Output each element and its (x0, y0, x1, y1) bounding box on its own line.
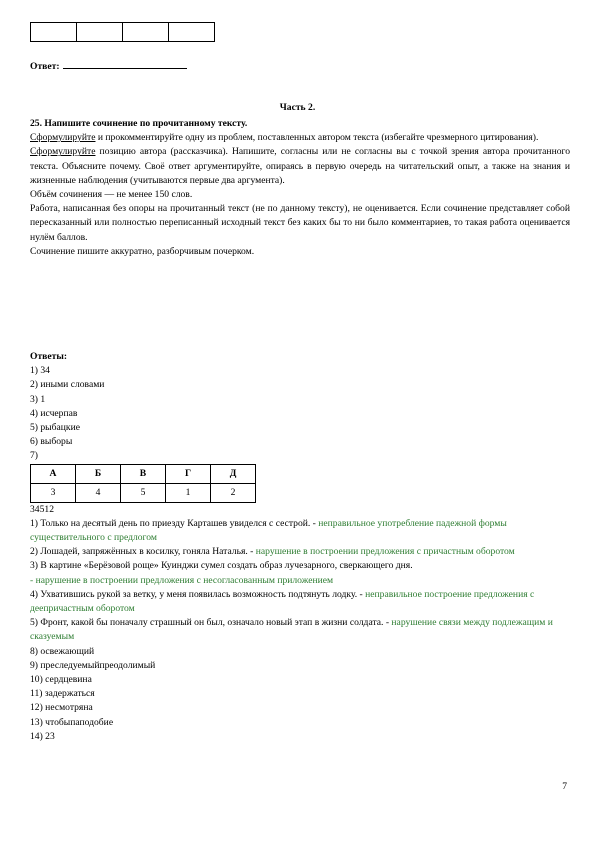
answer-item: 3) 1 (30, 393, 46, 405)
matching-table (30, 464, 256, 503)
sentence-item (30, 588, 570, 616)
task-p1-emphasis: Сформулируйте (30, 132, 96, 144)
task-paragraph-5: Сочинение пишите аккуратно, разборчивым почерком. (30, 245, 255, 257)
answer-grid (30, 22, 215, 42)
task-paragraph-1 (30, 131, 570, 145)
table-cell: А (31, 464, 76, 483)
answer-item: 7) (30, 450, 38, 462)
answer-cell (31, 23, 77, 42)
table-cell: 3 (31, 483, 76, 502)
answer-blank (63, 58, 187, 69)
table-cell: 5 (121, 483, 166, 502)
answers-list (30, 364, 570, 463)
table-cell: 2 (211, 483, 256, 502)
answer-item: 4) исчерпав (30, 407, 78, 419)
task-p2-emphasis: Сформулируйте (30, 146, 96, 158)
answer-item: 1) 34 (30, 365, 50, 377)
table-cell: Б (76, 464, 121, 483)
task-p1-text: и прокомментируйте одну из проблем, поставленных автором текста (избегайте чрезмерного цитирования). (95, 132, 539, 144)
answer-item: 9) преследуемыйпреодолимый (30, 659, 156, 671)
error-note: нарушение в построении предложения с причастным оборотом (255, 546, 515, 558)
task-paragraph-4: Работа, написанная без опоры на прочитанный текст (не по данному тексту), не оценивается. Если сочинение представляет собой пересказанный или полностью переписанный исходный текст без каких бы то ни было комментариев, то такая работа оценивается нулём баллов. (30, 203, 570, 243)
answer-cell (123, 23, 169, 42)
table-cell: 1 (166, 483, 211, 502)
answers-section (30, 350, 570, 744)
answer-item: 10) сердцевина (30, 674, 92, 686)
answer-item: 8) освежающий (30, 645, 95, 657)
answer-item: 2) иными словами (30, 379, 105, 391)
answer-item: 34512 (30, 503, 54, 515)
sentence-text: 2) Лошадей, запряжённых в косилку, гоняла Наталья. - (30, 546, 256, 558)
sentence-item (30, 517, 570, 545)
sentence-item (30, 545, 570, 559)
error-note: неправильное употребление падежной формы существительного с предлогом (30, 517, 507, 544)
page-number: 7 (562, 781, 567, 792)
answer-item: 14) 23 (30, 730, 55, 742)
matching-table-letters-row (31, 464, 256, 483)
answer-item: 6) выборы (30, 436, 73, 448)
answer-cell (77, 23, 123, 42)
answer-item: 12) несмотряна (30, 702, 93, 714)
sentence-text: 1) Только на десятый день по приезду Карташев увиделся с сестрой. - (30, 517, 319, 529)
answer-item: 11) задержаться (30, 688, 95, 700)
answers-header: Ответы: (30, 351, 68, 362)
sentence-item (30, 616, 570, 644)
task-paragraph-2 (30, 145, 570, 188)
answer-line (30, 58, 187, 74)
matching-table-numbers-row (31, 483, 256, 502)
task-paragraph-3: Объём сочинения — не менее 150 слов. (30, 189, 193, 201)
error-note: - нарушение в построении предложения с несогласованным приложением (30, 574, 334, 586)
answer-item: 13) чтобыпаподобие (30, 716, 114, 728)
answers-list-continued (30, 503, 570, 744)
table-cell: Д (211, 464, 256, 483)
table-cell: 4 (76, 483, 121, 502)
sentence-text: 4) Ухватившись рукой за ветку, у меня появилась возможность подтянуть лодку. - (30, 588, 366, 600)
answer-item: 5) рыбацкие (30, 422, 80, 434)
answer-cell (169, 23, 215, 42)
sentence-text: 5) Фронт, какой бы поначалу страшный он был, означало новый этап в жизни солдата. - (30, 617, 392, 629)
table-cell: Г (166, 464, 211, 483)
error-note: неправильное построение предложения с деепричастным оборотом (30, 588, 535, 615)
sentence-item: 3) В картине «Берёзовой роще» Куинджи сумел создать образ лучезарного, сверкающего дня. (30, 560, 413, 572)
answer-label: Ответ: (30, 61, 60, 72)
error-note: нарушение связи между подлежащим и сказуемым (30, 617, 553, 643)
task-25 (30, 117, 570, 259)
task-heading: 25. Напишите сочинение по прочитанному тексту. (30, 118, 248, 129)
task-p2-text: позицию автора (рассказчика). Напишите, согласны или не согласны вы с точкой зрения автора прочитанного текста. Объясните почему. Своё ответ аргументируйте, опираясь в первую очередь на читательский опыт, а также на знания и жизненные наблюдения (учитываются первые два аргумента). (30, 146, 570, 186)
table-cell: В (121, 464, 166, 483)
part-title: Часть 2. (279, 102, 316, 113)
